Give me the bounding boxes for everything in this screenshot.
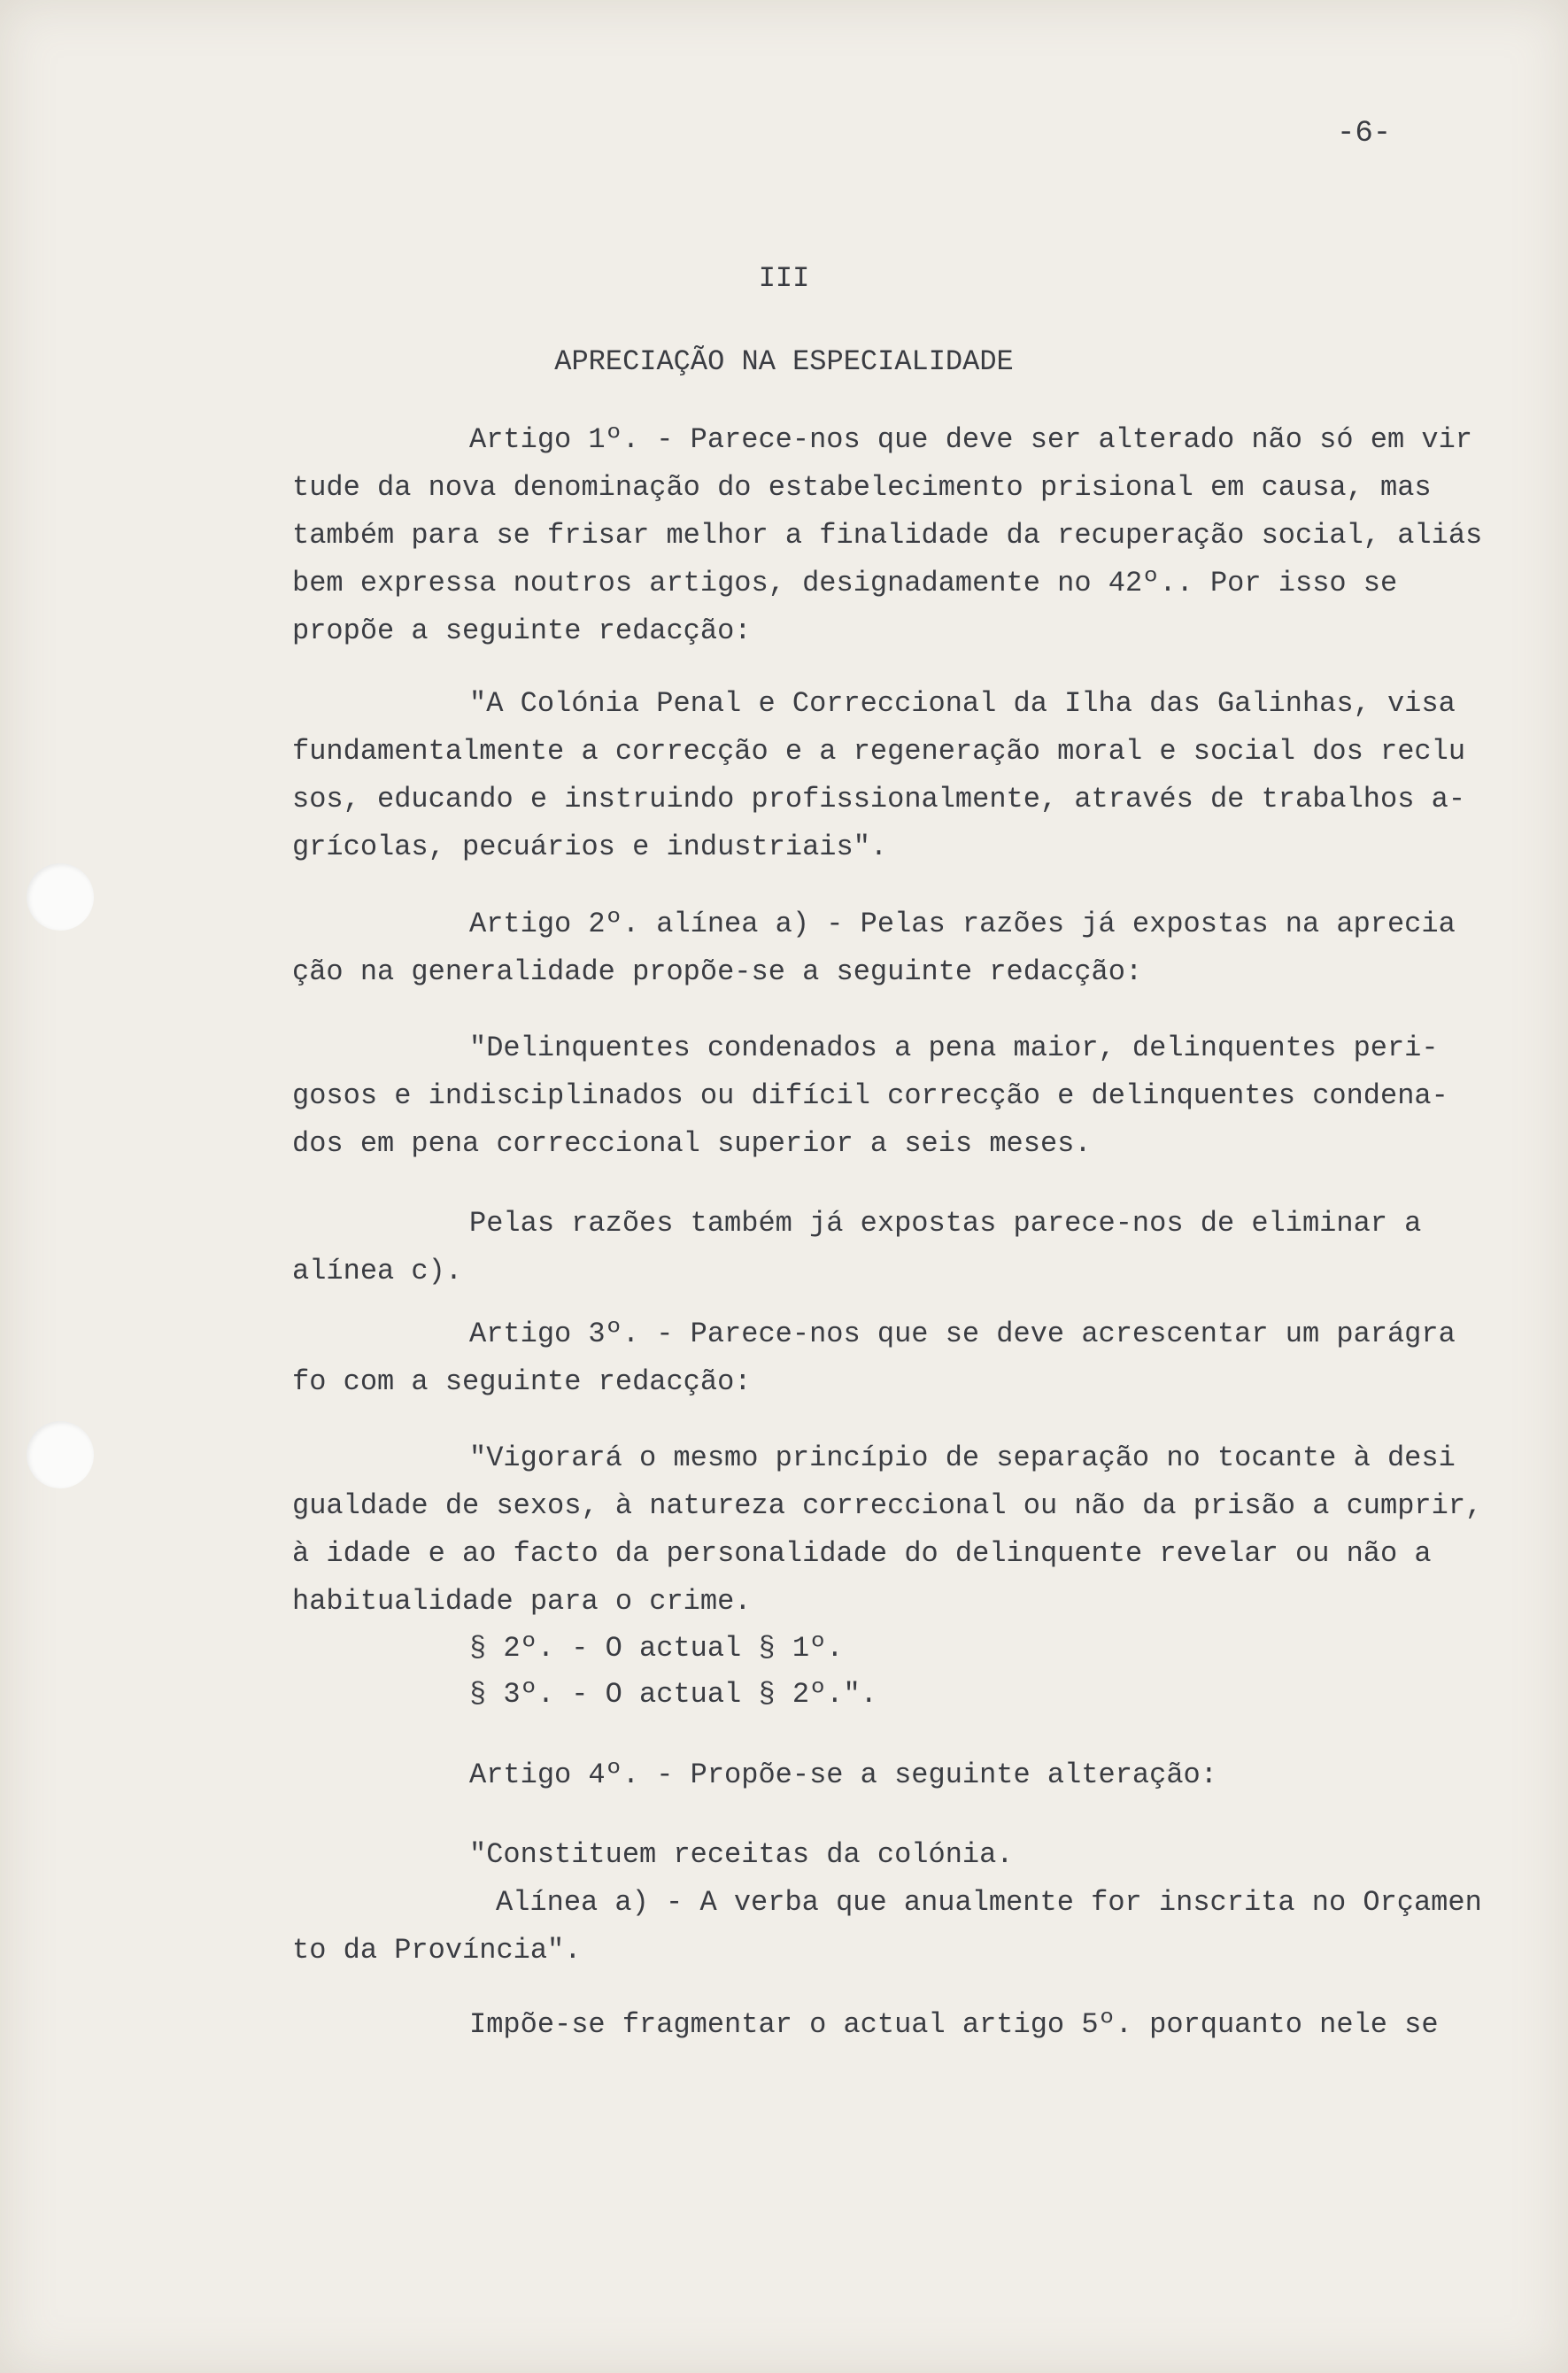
text-line: ção na generalidade propõe-se a seguinte redacção:	[292, 955, 1143, 988]
text-line: gosos e indisciplinados ou difícil correcção e delinquentes condena-	[292, 1079, 1448, 1112]
paragraph-artigo-4	[292, 1751, 1514, 1799]
page-number: -6-	[1337, 117, 1392, 151]
text-line: "A Colónia Penal e Correccional da Ilha das Galinhas, visa	[469, 687, 1456, 720]
text-line: "Constituem receitas da colónia.	[469, 1838, 1014, 1871]
text-line: habitualidade para o crime.	[292, 1585, 752, 1618]
paragraph-artigo-2	[292, 901, 1514, 996]
text-line: Artigo 4º. - Propõe-se a seguinte alteração:	[469, 1758, 1217, 1791]
paragraph-eliminar	[292, 1200, 1514, 1295]
text-line: to da Província".	[292, 1934, 582, 1967]
text-line: também para se frisar melhor a finalidade da recuperação social, aliás	[292, 519, 1483, 552]
paragraph-quote-2	[292, 1024, 1514, 1168]
text-line: propõe a seguinte redacção:	[292, 615, 752, 647]
text-line: grícolas, pecuários e industriais".	[292, 831, 888, 863]
text-line: Artigo 2º. alínea a) - Pelas razões já expostas na aprecia	[469, 908, 1456, 940]
paragraph-quote-4	[292, 1831, 1514, 1975]
text-line: Artigo 1º. - Parece-nos que deve ser alterado não só em vir	[469, 423, 1472, 456]
text-line: "Vigorará o mesmo princípio de separação no tocante à desi	[469, 1442, 1456, 1474]
text-line: bem expressa noutros artigos, designadamente no 42º.. Por isso se	[292, 567, 1398, 599]
text-line: Alínea a) - A verba que anualmente for inscrita no Orçamen	[496, 1886, 1482, 1919]
section-title: APRECIAÇÃO NA ESPECIALIDADE	[554, 345, 1014, 378]
text-line: Pelas razões também já expostas parece-nos de eliminar a	[469, 1207, 1422, 1240]
paragraph-artigo-3	[292, 1310, 1514, 1406]
text-line: à idade e ao facto da personalidade do delinquente revelar ou não a	[292, 1537, 1432, 1570]
text-line: § 2º. - O actual § 1º.	[469, 1632, 844, 1665]
paragraph-quote-3	[292, 1434, 1514, 1718]
text-line: sos, educando e instruindo profissionalmente, através de trabalhos a-	[292, 783, 1466, 815]
paragraph-quote-1	[292, 680, 1514, 871]
paragraph-artigo-5	[292, 2001, 1514, 2049]
text-line: alínea c).	[292, 1255, 463, 1287]
text-line: fundamentalmente a correcção e a regeneração moral e social dos reclu	[292, 735, 1466, 768]
text-line: § 3º. - O actual § 2º.".	[469, 1678, 877, 1711]
section-number: III	[758, 262, 810, 295]
text-line: Impõe-se fragmentar o actual artigo 5º. porquanto nele se	[469, 2008, 1439, 2041]
punch-hole	[27, 1421, 94, 1488]
text-line: Artigo 3º. - Parece-nos que se deve acrescentar um parágra	[469, 1318, 1456, 1350]
text-line: gualdade de sexos, à natureza correccional ou não da prisão a cumprir,	[292, 1489, 1483, 1522]
text-line: tude da nova denominação do estabelecimento prisional em causa, mas	[292, 471, 1432, 504]
text-line: fo com a seguinte redacção:	[292, 1365, 752, 1398]
punch-hole	[27, 863, 94, 931]
text-line: "Delinquentes condenados a pena maior, delinquentes peri-	[469, 1032, 1439, 1064]
paragraph-artigo-1	[292, 416, 1514, 655]
text-line: dos em pena correccional superior a seis meses.	[292, 1127, 1092, 1160]
